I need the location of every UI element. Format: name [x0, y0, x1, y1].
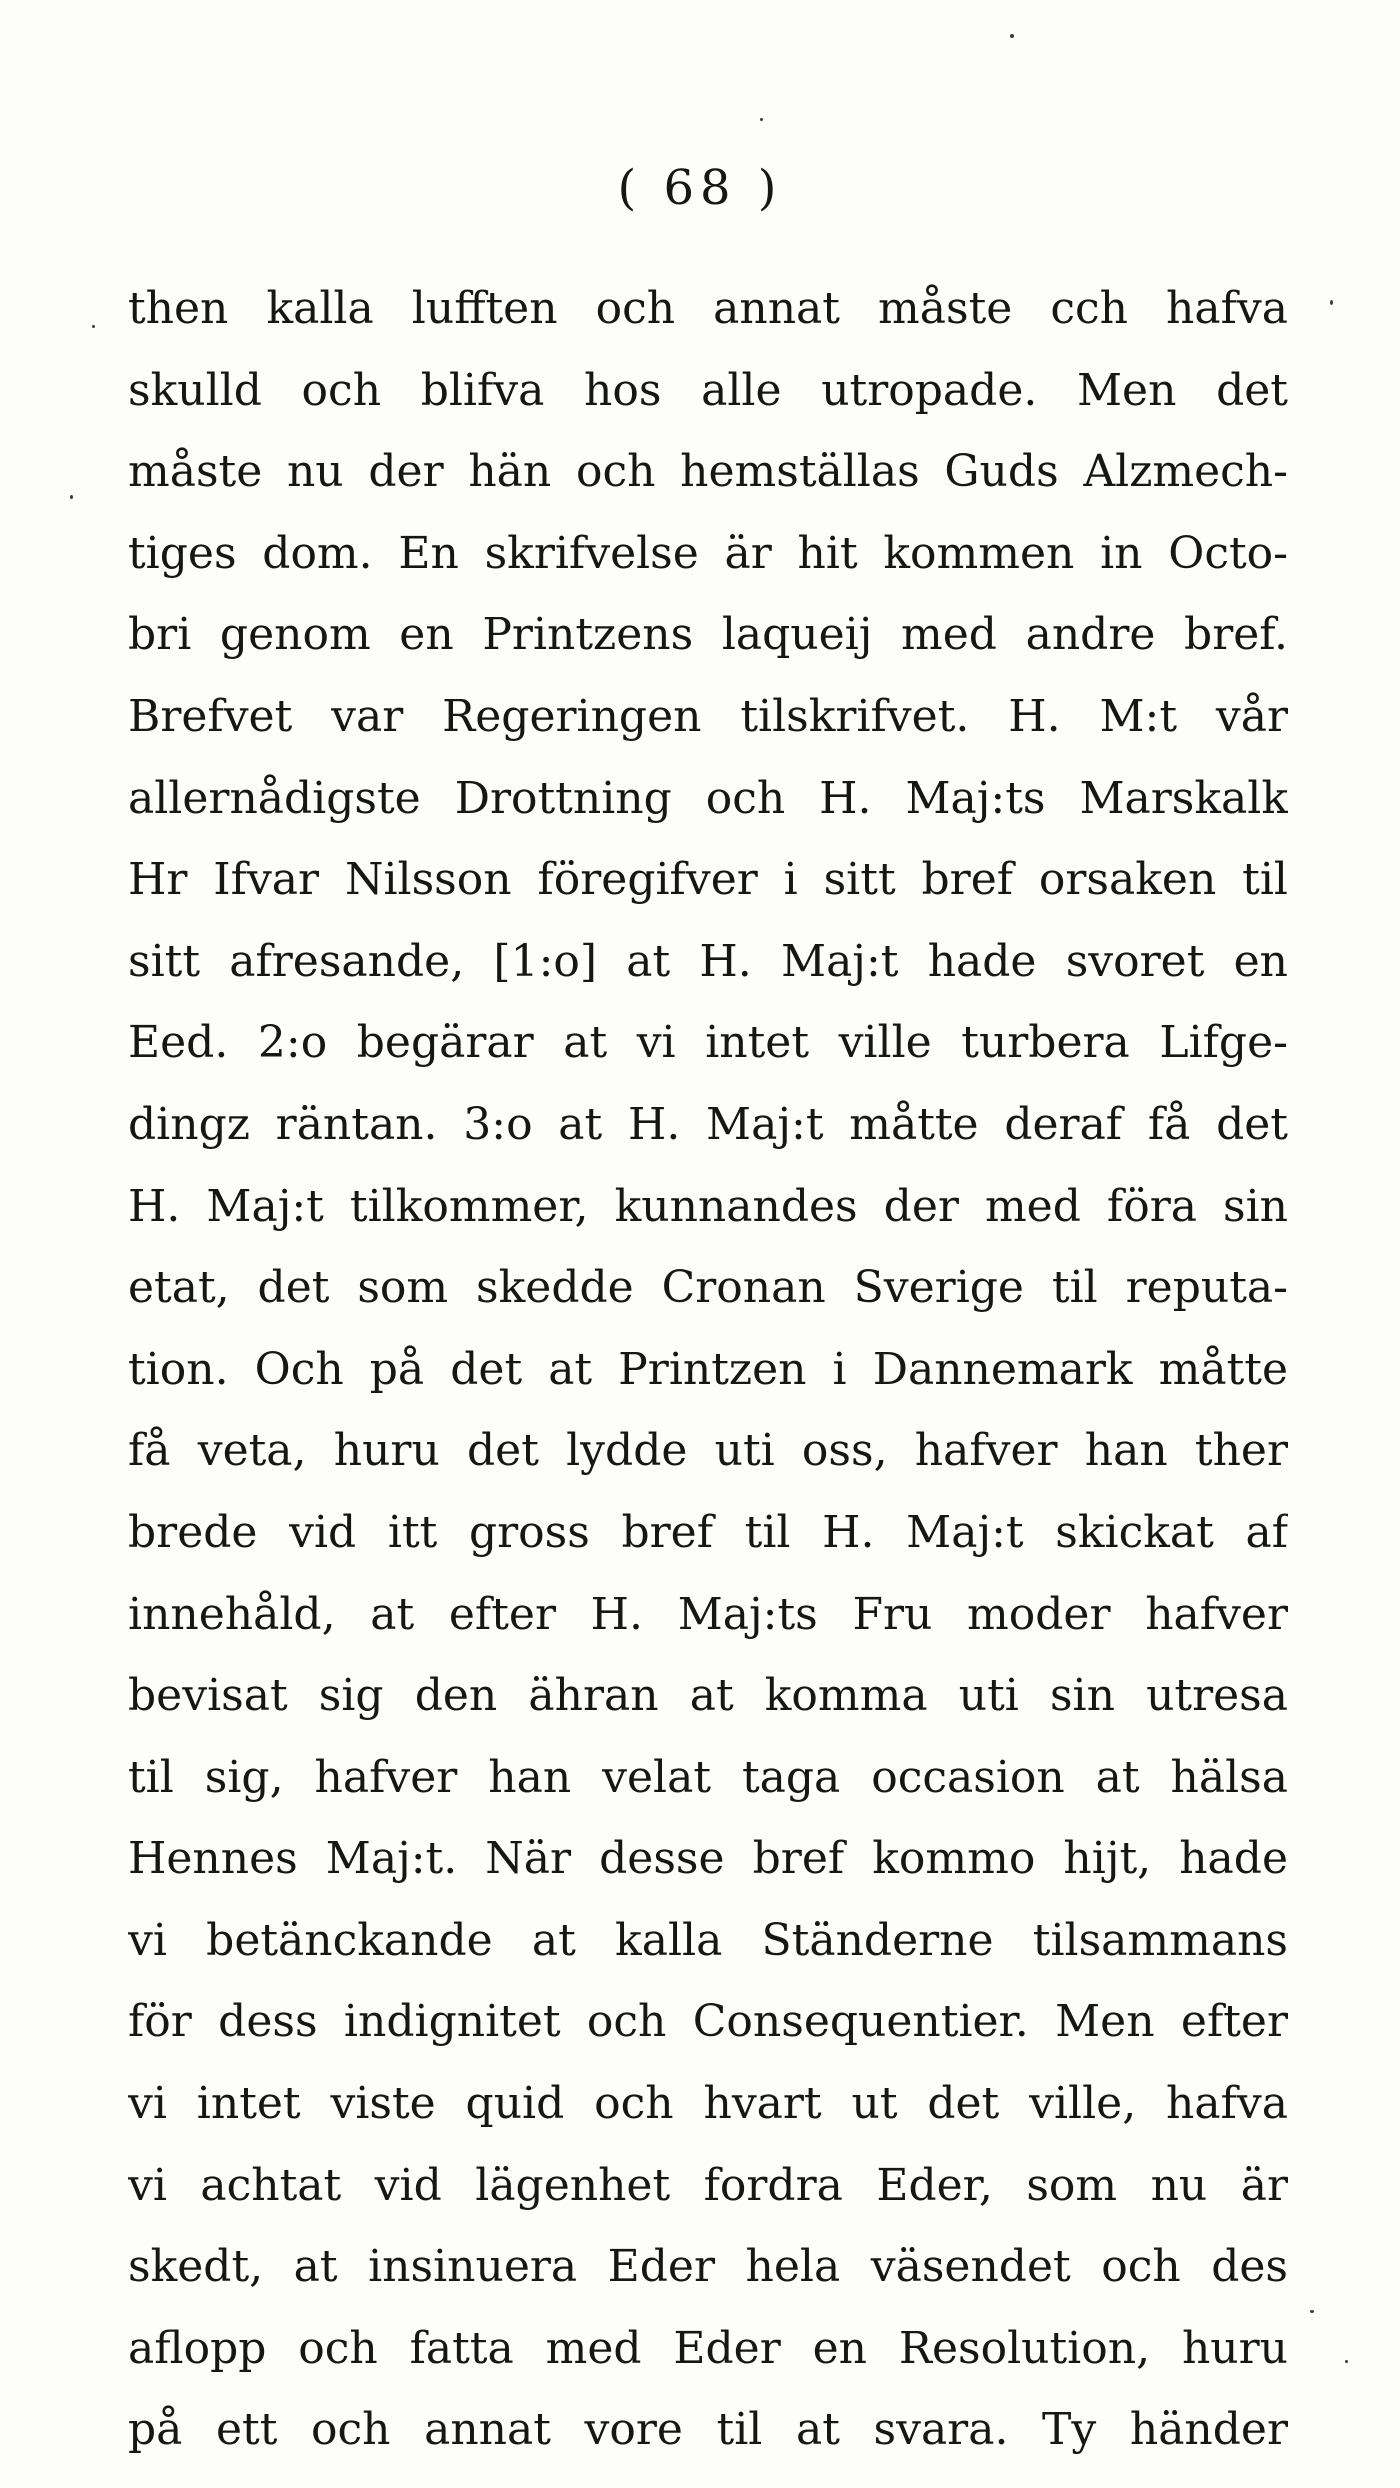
- text-line: skulld och blifva hos alle utropade. Men det: [128, 364, 1288, 416]
- text-line: H. Maj:t tilkommer, kunnandes der med föra sin: [128, 1180, 1288, 1232]
- scan-speck: [1345, 2360, 1348, 2363]
- text-line: Hr Ifvar Nilsson föregifver i sitt bref orsaken til: [128, 854, 1288, 906]
- text-line: få veta, huru det lydde uti oss, hafver han ther: [128, 1425, 1288, 1477]
- text-line: Eed. 2:o begärar at vi intet ville turbera Lifge-: [128, 1017, 1288, 1069]
- text-line: then kalla lufften och annat måste cch hafva: [128, 283, 1288, 334]
- scan-speck: [1330, 300, 1333, 305]
- scan-speck: [760, 118, 763, 121]
- text-line: skedt, at insinuera Eder hela väsendet och des: [128, 2241, 1288, 2293]
- scan-speck: [92, 325, 95, 328]
- text-line: vi intet viste quid och hvart ut det ville, hafva: [128, 2078, 1288, 2130]
- text-line: dingz räntan. 3:o at H. Maj:t måtte deraf få det: [128, 1098, 1288, 1150]
- text-line: bri genom en Printzens laqueij med andre bref.: [128, 609, 1288, 661]
- text-line: måste nu der hän och hemställas Guds Alzmech-: [128, 446, 1288, 498]
- text-line: vi betänckande at kalla Ständerne tilsammans: [128, 1914, 1288, 1966]
- scan-speck: [1310, 2310, 1314, 2313]
- text-line: tion. Och på det at Printzen i Dannemark måtte: [128, 1343, 1288, 1395]
- text-line: til sig, hafver han velat taga occasion at hälsa: [128, 1751, 1288, 1803]
- text-line: tiges dom. En skrifvelse är hit kommen in Octo-: [128, 527, 1288, 579]
- scan-speck: [70, 495, 73, 499]
- text-line: Brefvet var Regeringen tilskrifvet. H. M:t vår: [128, 690, 1288, 742]
- scan-speck: [1010, 34, 1014, 38]
- text-line: för dess indignitet och Consequentier. Men efter: [128, 1996, 1288, 2048]
- text-line: sitt afresande, [1:o] at H. Maj:t hade svoret en: [128, 935, 1288, 987]
- text-line: vi achtat vid lägenhet fordra Eder, som nu är: [128, 2159, 1288, 2211]
- text-line: allernådigste Drottning och H. Maj:ts Marskalk: [128, 772, 1288, 824]
- text-line: på ett och annat vore til at svara. Ty händer: [128, 2404, 1288, 2456]
- text-line: bevisat sig den ähran at komma uti sin utresa: [128, 1670, 1288, 1722]
- text-line: brede vid itt gross bref til H. Maj:t skickat af: [128, 1506, 1288, 1558]
- page-number: ( 68 ): [617, 160, 783, 216]
- body-text: [128, 268, 1288, 2471]
- text-line: innehåld, at efter H. Maj:ts Fru moder hafver: [128, 1588, 1288, 1640]
- text-line: aflopp och fatta med Eder en Resolution, huru: [128, 2322, 1288, 2374]
- text-line: etat, det som skedde Cronan Sverige til reputa-: [128, 1262, 1288, 1314]
- text-line: Hennes Maj:t. När desse bref kommo hijt, hade: [128, 1833, 1288, 1885]
